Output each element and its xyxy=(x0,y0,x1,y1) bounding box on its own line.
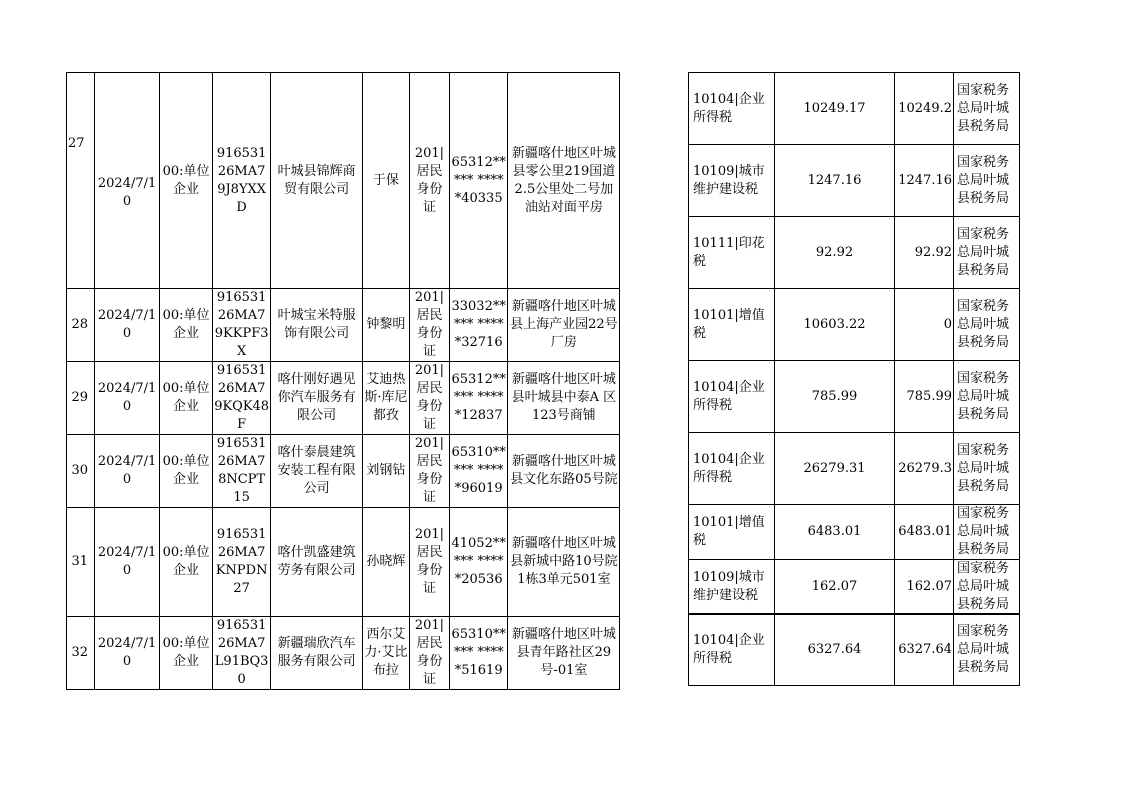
tax-amount: 1247.16 xyxy=(775,145,895,217)
row-index: 29 xyxy=(67,362,95,435)
company-name: 叶城宝米特服饰有限公司 xyxy=(271,289,363,362)
unpaid-amount: 92.92 xyxy=(895,217,954,289)
unpaid-amount: 6483.01 xyxy=(895,505,954,560)
legal-person: 于保 xyxy=(362,73,409,289)
taxpayer-type: 00:单位企业 xyxy=(160,73,213,289)
row-index: 27 xyxy=(67,73,95,289)
tax-item: 10109|城市维护建设税 xyxy=(689,560,775,615)
tax-amount: 92.92 xyxy=(775,217,895,289)
tax-item-row xyxy=(689,145,1020,217)
tax-item-row xyxy=(689,614,1020,686)
tax-amount: 785.99 xyxy=(775,361,895,433)
id-number: 33032***** *****32716 xyxy=(449,289,507,362)
tax-item: 10104|企业所得税 xyxy=(689,433,775,505)
unpaid-amount: 1247.16 xyxy=(895,145,954,217)
credit-code: 91653126MA7KNPDN27 xyxy=(213,508,271,617)
credit-code: 91653126MA79J8YXXD xyxy=(213,73,271,289)
company-name: 喀什凯盛建筑劳务有限公司 xyxy=(271,508,363,617)
legal-person: 艾迪热斯·库尼都孜 xyxy=(362,362,409,435)
tax-arrears-table xyxy=(66,72,1122,690)
business-address: 新疆喀什地区叶城县零公里219国道2.5公里处二号加油站对面平房 xyxy=(508,73,620,289)
unpaid-amount: 6327.64 xyxy=(895,614,954,686)
tax-amount: 6327.64 xyxy=(775,614,895,686)
taxpayer-type: 00:单位企业 xyxy=(160,508,213,617)
credit-code: 91653126MA78NCPT15 xyxy=(213,435,271,508)
business-address: 新疆喀什地区叶城县上海产业园22号厂房 xyxy=(508,289,620,362)
id-type: 201|居民身份证 xyxy=(409,289,449,362)
company-name: 叶城县锦辉商贸有限公司 xyxy=(271,73,363,289)
company-name: 喀什泰晨建筑安装工程有限公司 xyxy=(271,435,363,508)
row-index: 32 xyxy=(67,617,95,690)
tax-authority: 国家税务总局叶城县税务局 xyxy=(954,217,1020,289)
row-index: 28 xyxy=(67,289,95,362)
company-name: 喀什刚好遇见你汽车服务有限公司 xyxy=(271,362,363,435)
tax-authority: 国家税务总局叶城县税务局 xyxy=(954,614,1020,686)
row-index: 31 xyxy=(67,508,95,617)
tax-item-row xyxy=(689,505,1020,560)
credit-code: 91653126MA79KQK48F xyxy=(213,362,271,435)
tax-item-row xyxy=(689,73,1020,145)
unpaid-amount: 785.99 xyxy=(895,361,954,433)
tax-amount: 6483.01 xyxy=(775,505,895,560)
legal-person: 刘钢钻 xyxy=(362,435,409,508)
id-number: 65312***** *****12837 xyxy=(449,362,507,435)
filing-date: 2024/7/10 xyxy=(95,435,160,508)
unpaid-amount: 26279.3 xyxy=(895,433,954,505)
tax-authority: 国家税务总局叶城县税务局 xyxy=(954,505,1020,560)
credit-code: 91653126MA7L91BQ30 xyxy=(213,617,271,690)
taxpayer-type: 00:单位企业 xyxy=(160,435,213,508)
tax-amount: 10603.22 xyxy=(775,289,895,361)
tax-item: 10104|企业所得税 xyxy=(689,73,775,145)
row-index: 30 xyxy=(67,435,95,508)
filing-date: 2024/7/10 xyxy=(95,362,160,435)
id-type: 201|居民身份证 xyxy=(409,435,449,508)
filing-date: 2024/7/10 xyxy=(95,73,160,289)
tax-item-table xyxy=(688,613,1020,686)
filing-date: 2024/7/10 xyxy=(95,617,160,690)
tax-item: 10104|企业所得税 xyxy=(689,361,775,433)
tax-item: 10111|印花税 xyxy=(689,217,775,289)
unpaid-amount: 10249.2 xyxy=(895,73,954,145)
filing-date: 2024/7/10 xyxy=(95,289,160,362)
tax-amount: 10249.17 xyxy=(775,73,895,145)
credit-code: 91653126MA79KKPF3X xyxy=(213,289,271,362)
legal-person: 孙晓辉 xyxy=(362,508,409,617)
filing-date: 2024/7/10 xyxy=(95,508,160,617)
tax-item: 10101|增值税 xyxy=(689,289,775,361)
tax-item: 10101|增值税 xyxy=(689,505,775,560)
business-address: 新疆喀什地区叶城县新城中路10号院1栋3单元501室 xyxy=(508,508,620,617)
tax-item-row xyxy=(689,433,1020,505)
id-number: 65312***** *****40335 xyxy=(449,73,507,289)
tax-authority: 国家税务总局叶城县税务局 xyxy=(954,433,1020,505)
business-address: 新疆喀什地区叶城县叶城县中泰A 区123号商铺 xyxy=(508,362,620,435)
taxpayer-type: 00:单位企业 xyxy=(160,362,213,435)
unpaid-amount: 162.07 xyxy=(895,560,954,615)
tax-authority: 国家税务总局叶城县税务局 xyxy=(954,73,1020,145)
id-number: 65310***** *****51619 xyxy=(449,617,507,690)
business-address: 新疆喀什地区叶城县文化东路05号院 xyxy=(508,435,620,508)
tax-item-row xyxy=(689,361,1020,433)
taxpayer-type: 00:单位企业 xyxy=(160,617,213,690)
business-address: 新疆喀什地区叶城县青年路社区29号-01室 xyxy=(508,617,620,690)
tax-item: 10109|城市维护建设税 xyxy=(689,145,775,217)
tax-item-table xyxy=(688,360,1020,433)
tax-authority: 国家税务总局叶城县税务局 xyxy=(954,145,1020,217)
id-type: 201|居民身份证 xyxy=(409,617,449,690)
tax-item-table xyxy=(688,432,1020,505)
tax-item-row xyxy=(689,289,1020,361)
tax-item-table xyxy=(688,504,1020,615)
tax-authority: 国家税务总局叶城县税务局 xyxy=(954,560,1020,615)
unpaid-amount: 0 xyxy=(895,289,954,361)
tax-item-row xyxy=(689,560,1020,615)
tax-item-row xyxy=(689,217,1020,289)
tax-item: 10104|企业所得税 xyxy=(689,614,775,686)
id-type: 201|居民身份证 xyxy=(409,508,449,617)
id-number: 65310***** *****96019 xyxy=(449,435,507,508)
company-name: 新疆瑞欣汽车服务有限公司 xyxy=(271,617,363,690)
tax-item-table xyxy=(688,288,1020,361)
tax-amount: 162.07 xyxy=(775,560,895,615)
taxpayer-type: 00:单位企业 xyxy=(160,289,213,362)
tax-authority: 国家税务总局叶城县税务局 xyxy=(954,361,1020,433)
legal-person: 西尔艾力·艾比布拉 xyxy=(362,617,409,690)
tax-authority: 国家税务总局叶城县税务局 xyxy=(954,289,1020,361)
legal-person: 钟黎明 xyxy=(362,289,409,362)
id-number: 41052***** *****20536 xyxy=(449,508,507,617)
id-type: 201|居民身份证 xyxy=(409,362,449,435)
id-type: 201|居民身份证 xyxy=(409,73,449,289)
tax-amount: 26279.31 xyxy=(775,433,895,505)
tax-item-table xyxy=(688,72,1020,289)
